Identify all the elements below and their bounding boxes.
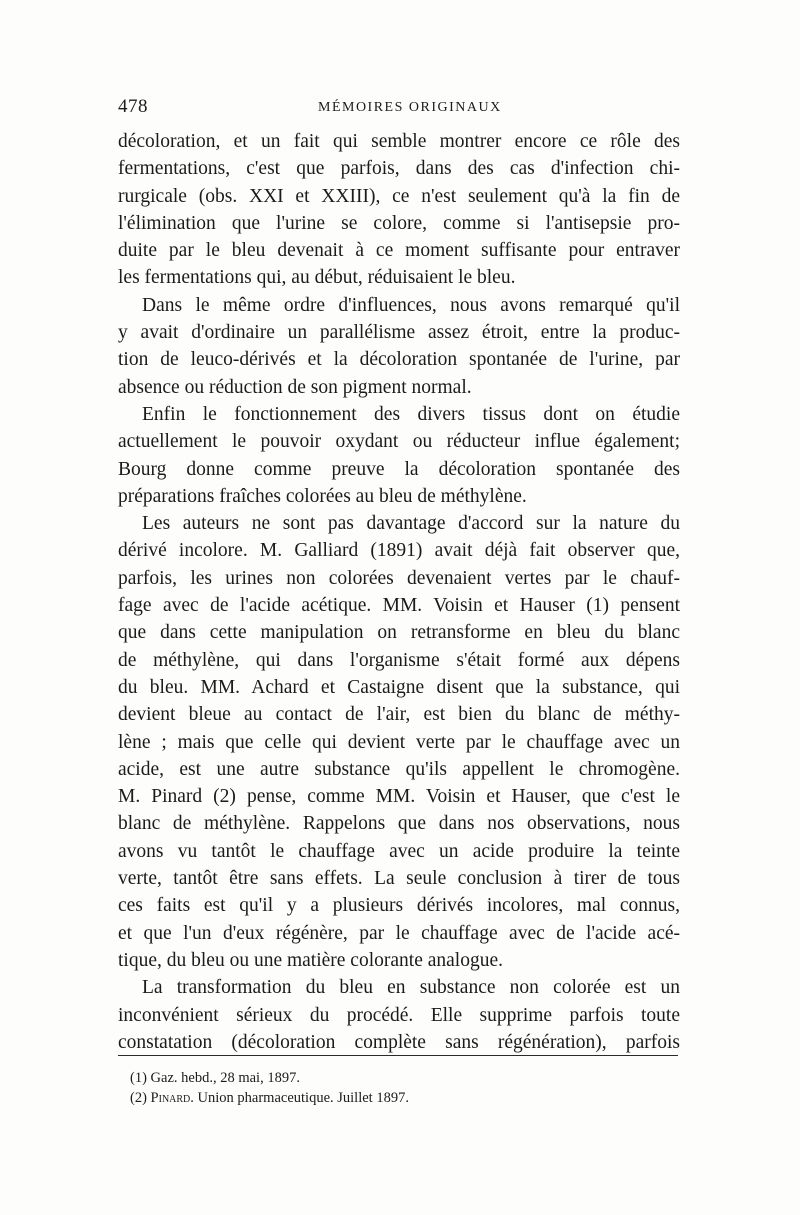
text-line: tion de leuco-dérivés et la décoloration spontanée de l'urine, par — [118, 349, 680, 371]
text-line: l'élimination que l'urine se colore, comme si l'antisepsie pro- — [118, 212, 680, 234]
footnote-marker: (2) — [130, 1090, 147, 1106]
text-line: acide, est une autre substance qu'ils appellent le chromogène. — [118, 758, 680, 780]
text-line: absence ou réduction de son pigment normal. — [118, 376, 472, 398]
text-line: fage avec de l'acide acétique. MM. Voisin et Hauser (1) pensent — [118, 595, 680, 617]
text-line: M. Pinard (2) pense, comme MM. Voisin et Hauser, que c'est le — [118, 786, 680, 808]
text-line: duite par le bleu devenait à ce moment suffisante pour entraver — [118, 240, 680, 262]
text-line: constatation (décoloration complète sans régénération), parfois — [118, 1031, 680, 1053]
footnote-text: Gaz. hebd., 28 mai, 1897. — [150, 1070, 300, 1086]
text-line: Bourg donne comme preuve la décoloration spontanée des — [118, 458, 680, 480]
footnote-marker: (1) — [130, 1070, 147, 1086]
text-line: Enfin le fonctionnement des divers tissus dont on étudie — [142, 403, 680, 425]
footnotes — [130, 1068, 670, 1108]
page-number: 478 — [118, 96, 148, 117]
text-line: devient bleue au contact de l'air, est bien du blanc de méthy- — [118, 704, 680, 726]
text-line: que dans cette manipulation on retransforme en bleu du blanc — [118, 622, 680, 644]
text-line: parfois, les urines non colorées devenaient vertes par le chauf- — [118, 567, 680, 589]
footnote-text: Union pharmaceutique. Juillet 1897. — [197, 1090, 409, 1106]
running-head: MÉMOIRES ORIGINAUX — [318, 100, 502, 115]
text-line: blanc de méthylène. Rappelons que dans nos observations, nous — [118, 813, 680, 835]
text-line: de méthylène, qui dans l'organisme s'était formé aux dépens — [118, 649, 680, 671]
text-line: ces faits est qu'il y a plusieurs dérivés incolores, mal connus, — [118, 895, 680, 917]
text-line: du bleu. MM. Achard et Castaigne disent que la substance, qui — [118, 676, 680, 698]
footnote-rule — [118, 1055, 678, 1056]
text-line: fermentations, c'est que parfois, dans des cas d'infection chi- — [118, 158, 680, 180]
text-line: décoloration, et un fait qui semble montrer encore ce rôle des — [118, 131, 680, 152]
body-text — [118, 128, 680, 1056]
text-line: préparations fraîches colorées au bleu de méthylène. — [118, 485, 527, 507]
text-line: tique, du bleu ou une matière colorante analogue. — [118, 949, 503, 971]
text-line: Dans le même ordre d'influences, nous avons remarqué qu'il — [142, 294, 680, 316]
text-line: verte, tantôt être sans effets. La seule conclusion à tirer de tous — [118, 868, 680, 890]
footnote-1 — [130, 1068, 670, 1088]
footnote-2 — [130, 1088, 670, 1108]
text-line: y avait d'ordinaire un parallélisme assez étroit, entre la produc- — [118, 322, 680, 344]
text-line: et que l'un d'eux régénère, par le chauffage avec de l'acide acé- — [118, 922, 680, 944]
page-header — [118, 96, 680, 122]
text-line: les fermentations qui, au début, réduisaient le bleu. — [118, 267, 516, 289]
text-line: dérivé incolore. M. Galliard (1891) avait déjà fait observer que, — [118, 540, 680, 562]
text-line: avons vu tantôt le chauffage avec un acide produire la teinte — [118, 840, 680, 862]
text-line: Les auteurs ne sont pas davantage d'accord sur la nature du — [142, 513, 680, 535]
text-line: La transformation du bleu en substance non colorée est un — [142, 977, 680, 999]
footnote-author: Pinard. — [150, 1090, 194, 1106]
text-line: lène ; mais que celle qui devient verte par le chauffage avec un — [118, 731, 680, 753]
text-line: rurgicale (obs. XXI et XXIII), ce n'est seulement qu'à la fin de — [118, 185, 680, 207]
text-line: inconvénient sérieux du procédé. Elle supprime parfois toute — [118, 1004, 680, 1026]
text-line: actuellement le pouvoir oxydant ou réducteur influe également; — [118, 431, 680, 453]
